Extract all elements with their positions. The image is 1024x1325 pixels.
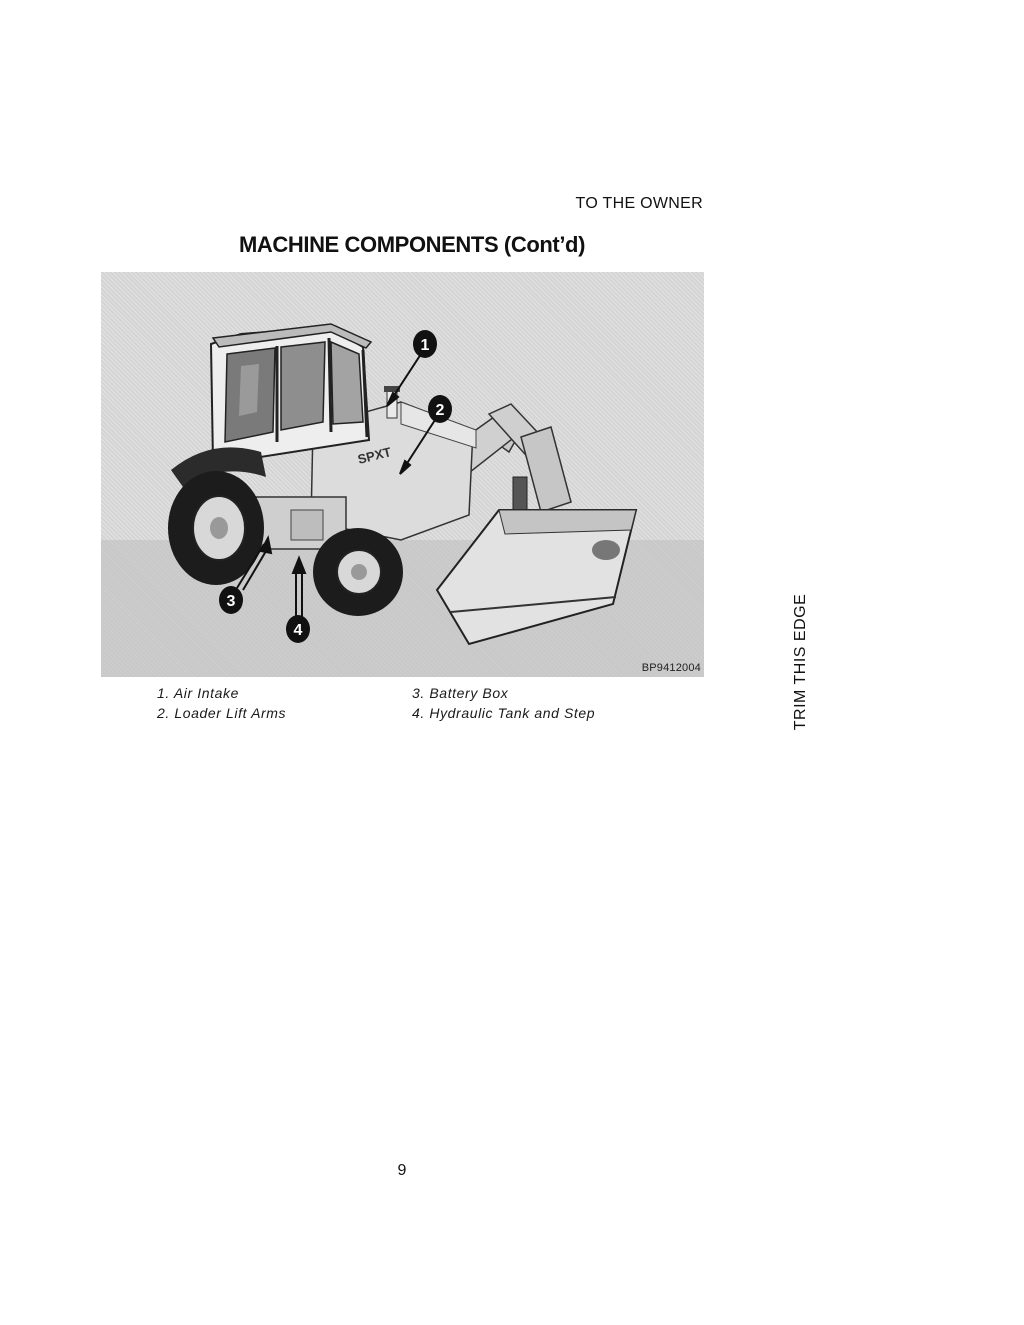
- page-title: MACHINE COMPONENTS (Cont’d): [238, 232, 586, 257]
- page-number: 9: [397, 1162, 407, 1179]
- trim-edge-note: TRIM THIS EDGE: [792, 593, 809, 731]
- model-decal: SPXT: [356, 444, 393, 467]
- callout-3-label: 3: [226, 593, 236, 610]
- legend-item-battery-box: 3. Battery Box: [412, 685, 509, 701]
- callout-2-label: 2: [435, 402, 445, 419]
- legend-item-air-intake: 1. Air Intake: [157, 685, 239, 701]
- callout-1-label: 1: [420, 337, 430, 354]
- section-header: TO THE OWNER: [575, 195, 703, 212]
- callout-4-label: 4: [293, 622, 303, 639]
- machine-photo: [101, 272, 704, 677]
- tractor-loader-illustration: [101, 272, 704, 677]
- figure-code: BP9412004: [641, 662, 701, 674]
- legend-item-hydraulic-tank: 4. Hydraulic Tank and Step: [412, 705, 596, 721]
- legend-item-loader-lift-arms: 2. Loader Lift Arms: [157, 705, 287, 721]
